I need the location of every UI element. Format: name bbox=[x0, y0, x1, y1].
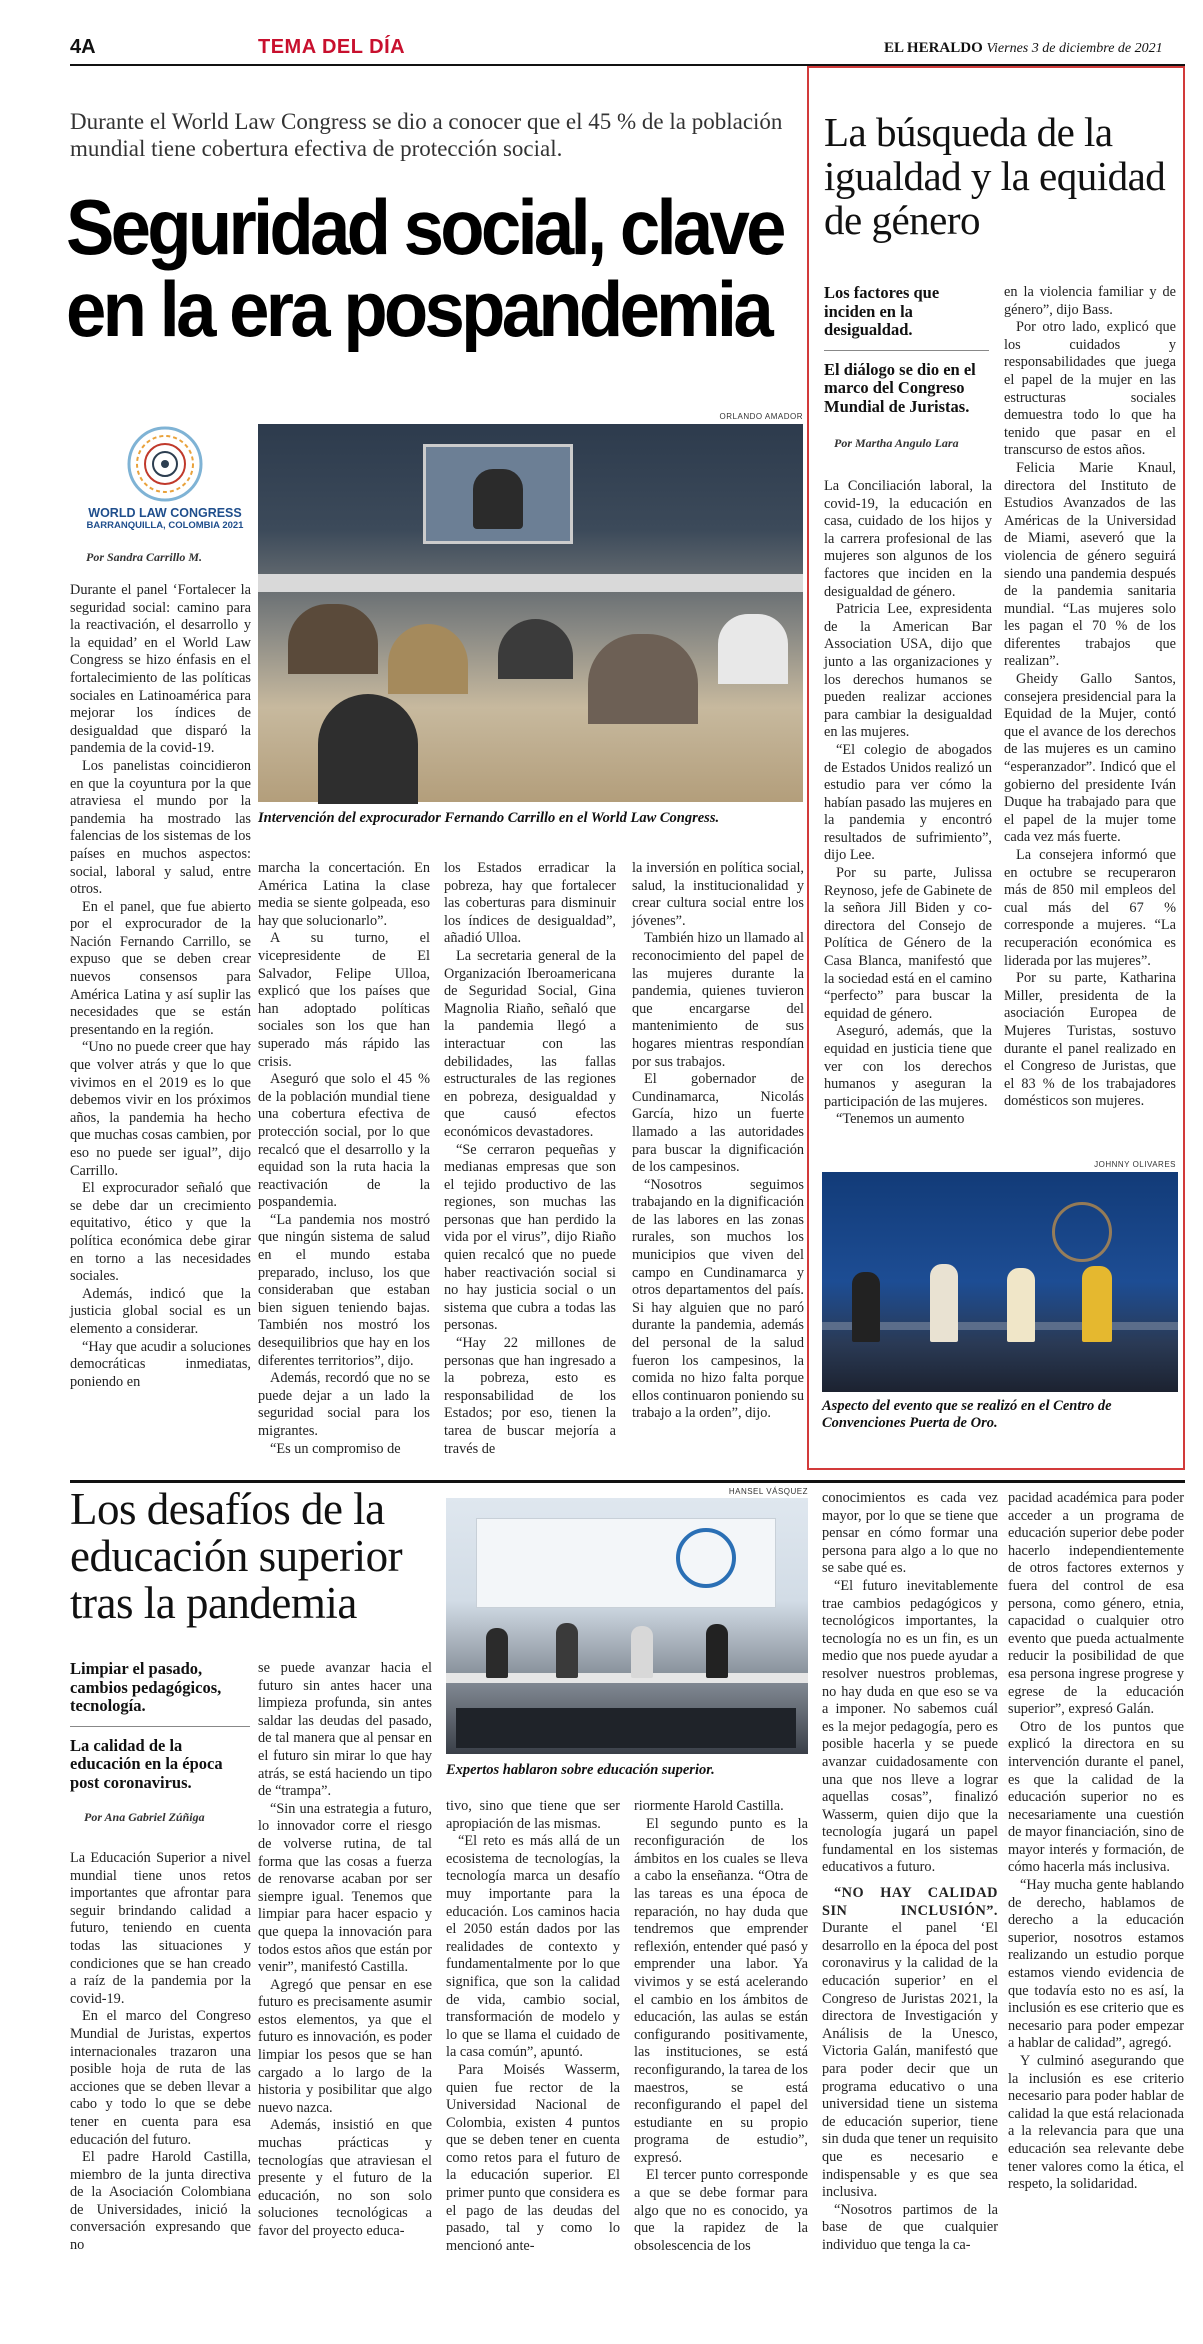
side-paragraph: “Tenemos un aumento bbox=[836, 1111, 965, 1128]
edu-photo-credit: HANSEL VÁSQUEZ bbox=[728, 1487, 808, 1496]
side-paragraph: Por su parte, Katharina Miller, presidenta de la asociación Europea de Mujeres Turistas, sostuvo durante el panel realizado en el Congreso de Juristas, que el 83 % de los trabajadores domésticos son mujeres. bbox=[1004, 970, 1176, 1110]
edu-paragraph: Además, insistió en que muchas prácticas y tecnologías que atraviesan el presente y el futuro de la educación, no son solo soluciones tecnológicas a favor del proyecto educa- bbox=[258, 2117, 432, 2239]
world-law-congress-logo bbox=[80, 424, 250, 531]
side-paragraph: Felicia Marie Knaul, directora del Instituto de Estudios Avanzados de las Américas de la Universidad de Miami, aseveró que la violencia de género seguirá siendo una pandemia después de la pandemia sanitaria mundial. “Las mujeres solo les pagan el 70 % de los diferentes trabajos que realizan”. bbox=[1004, 459, 1176, 670]
side-kickers bbox=[824, 284, 989, 451]
main-col-1 bbox=[70, 582, 251, 1442]
edu-paragraph: “El reto es más allá de un ecosistema de tecnologías, la tecnología marca un desafío muy importante para la educación. Los caminos hacia el 2050 están dados por las realidades de contexto y fundamentalmente por lo que significa, que son la calidad de vida, cambio social, transformación de modelo y lo que se llama el cuidado de la casa común”, apuntó. bbox=[446, 1833, 620, 2061]
main-paragraph: A su turno, el vicepresidente de El Salvador, Felipe Ulloa, explicó que los países que han adoptado políticas sociales son los que han superado más rápido las crisis. bbox=[258, 930, 430, 1070]
main-photo bbox=[258, 424, 803, 802]
main-paragraph: Además, indicó que la justicia global social es un elemento a considerar. bbox=[70, 1285, 251, 1337]
main-photo-caption: Intervención del exprocurador Fernando Carrillo en el World Law Congress. bbox=[258, 810, 720, 826]
side-photo-caption: Aspecto del evento que se realizó en el Centro de Convenciones Puerta de Oro. bbox=[822, 1398, 1112, 1431]
side-paragraph: “El colegio de abogados de Estados Unidos realizó un estudio para ver cómo la habían pasado las mujeres en la pandemia y encontró resultados de sufrimiento”, dijo Lee. bbox=[824, 741, 992, 864]
main-byline: Por Sandra Carrillo M. bbox=[86, 550, 203, 564]
newspaper-name: EL HERALDO bbox=[884, 40, 983, 56]
section-label: TEMA DEL DÍA bbox=[258, 36, 406, 58]
edu-paragraph: “El futuro inevitablemente trae cambios pedagógicos y tecnológicos importantes, la tecnología no es un fin, es un medio que nos puede ayudar a resolver nuestros problemas, no hay duda en que eso se va a imponer. No sabemos cuál es la mejor pedagogía, pero es posible hacerla y se puede avanzar cuidadosamente con una que nos lleve a lograr aquellas cosas”, finalizó Wasserm, quien dijo que la tecnología jugará un papel fundamental en los sistemas educativos a futuro. bbox=[822, 1577, 998, 1876]
edu-kickers bbox=[70, 1660, 250, 1825]
edu-paragraph: Agregó que pensar en ese futuro es precisamente asumir estos elementos, ya que el futuro es innovación, es poder limpiar los pesos que se han cargado a lo largo de la historia y posibilitar que algo nuevo nazca. bbox=[258, 1976, 432, 2116]
edu-col-2 bbox=[258, 1660, 432, 2334]
main-deck: Durante el World Law Congress se dio a conocer que el 45 % de la población mundial tiene cobertura efectiva de protección social. bbox=[70, 109, 783, 161]
edu-paragraph: La Educación Superior a nivel mundial tiene unos retos importantes que afrontar para seguir brindando calidad a futuro, teniendo en cuenta todas las situaciones y condiciones que se han creado a raíz de la pandemia por la covid-19. bbox=[70, 1850, 251, 2007]
main-headline bbox=[66, 183, 783, 353]
edu-col-1 bbox=[70, 1850, 251, 2334]
edu-paragraph: riormente Harold Castilla. bbox=[634, 1798, 784, 1814]
main-paragraph: los Estados erradicar la pobreza, hay que fortalecer las coberturas para disminuir los índices de desigualdad”, añadió Ulloa. bbox=[444, 860, 616, 947]
main-paragraph: En el panel, que fue abierto por el exprocurador de la Nación Fernando Carrillo, se expuso que se deben crear nuevos consensos para América Latina y así suplir las necesidades que se están presentando en la región. bbox=[70, 898, 251, 1038]
section-divider bbox=[70, 1480, 1185, 1483]
main-col-2 bbox=[258, 860, 430, 1457]
edu-paragraph: pacidad académica para poder acceder a un programa de educación superior debe poder hacerlo independientemente de otros factores externos y fuera del control de esa persona, como género, etnia, capacidad o cualquier otro evento que pueda actualmente reducir la posibilidad de que esa persona ingrese progrese y egrese de la educación superior”, expresó Galán. bbox=[1008, 1490, 1184, 1718]
main-headline-line2: en la era pospandemia bbox=[66, 265, 770, 353]
side-col-2 bbox=[1004, 284, 1176, 1154]
side-paragraph: La Conciliación laboral, la covid-19, la educación en casa, cuidado de los hijos y la carrera profesional de las mujeres son algunos de los factores que inciden en la desigualdad de género. bbox=[824, 478, 992, 600]
edu-col-3 bbox=[446, 1798, 620, 2334]
edu-byline: Por Ana Gabriel Zúñiga bbox=[84, 1810, 205, 1824]
main-paragraph: “Hay que acudir a soluciones democráticas inmediatas, poniendo en bbox=[70, 1338, 251, 1390]
side-kicker-1: Los factores que inciden en la desigualdad. bbox=[824, 283, 940, 339]
side-paragraph: La consejera informó que en octubre se recuperaron más de 850 mil empleos del cual más del 67 % corresponde a mujeres. “La recuperación económica es liderada por las mujeres”. bbox=[1004, 847, 1176, 969]
edu-paragraph: El tercer punto corresponde a que se debe formar para algo que no es conocido, ya que la rapidez de la obsolescencia de los bbox=[634, 2167, 808, 2254]
edu-paragraph: “Hay mucha gente hablando de derecho, hablamos de derecho a la educación superior, nosotros estamos realizando un estudio porque estamos viendo evidencia de que todavía esto no es así, la inclusión es ese criterio que es necesario para poder empezar a hablar de calidad”, agregó. bbox=[1008, 1877, 1184, 2052]
edu-paragraph: se puede avanzar hacia el futuro sin antes hacer una limpieza profunda, sin antes saldar las deudas del pasado, de tal manera que al pensar en el futuro sin mirar lo que hay atrás, se está haciendo un tipo de “trampa”. bbox=[258, 1660, 432, 1800]
main-paragraph: marcha la concertación. En América Latina la clase media se siente golpeada, eso hay que solucionarlo”. bbox=[258, 860, 430, 929]
edu-paragraph: Y culminó asegurando que la inclusión es ese criterio necesario para poder hablar de calidad la que está relacionada a la relevancia para que una educación sea relevante debe tener valores como la ética, el respeto, la solidaridad. bbox=[1008, 2053, 1184, 2193]
main-paragraph: “Hay 22 millones de personas que han ingresado a la pobreza, esto es responsabilidad de los Estados; por eso, tienen la tarea de buscar mejoría a través de bbox=[444, 1335, 616, 1457]
edu-subhead: “NO HAY CALIDAD SIN INCLUSIÓN”. bbox=[822, 1885, 998, 1919]
main-paragraph: Durante el panel ‘Fortalecer la seguridad social: camino para la reactivación, el desarrollo y la equidad’ en el World Law Congress se hizo énfasis en el fortalecimiento de las políticas sociales en Latinoamérica para mejorar los índices de desigualdad que disparó la pandemia de la covid-19. bbox=[70, 582, 251, 757]
side-paragraph: Por otro lado, explicó que los cuidados y responsabilidades que juega el papel de la mujer en las estructuras sociales demuestra todo lo que ha tenido que pasar en el transcurso de estos años. bbox=[1004, 319, 1176, 459]
main-paragraph: También hizo un llamado al reconocimiento del papel de las mujeres durante la pandemia, quienes tuvieron que encargarse del mantenimiento de sus hogares mientras respondían por sus trabajos. bbox=[632, 930, 804, 1070]
main-col-4 bbox=[632, 860, 804, 1442]
side-paragraph: Aseguró, además, que la equidad en justicia tiene que ver con los derechos humanos y aseguran la participación de las mujeres. bbox=[824, 1023, 992, 1110]
side-paragraph: Patricia Lee, expresidenta de la American Bar Association USA, dijo que junto a las organizaciones y los derechos humanos se pueden realizar acciones para cambiar la desigualdad en las mujeres. bbox=[824, 601, 992, 741]
main-paragraph: El exprocurador señaló que se debe dar un crecimiento equitativo, ético y que la política económica debe girar en torno a las necesidades sociales. bbox=[70, 1180, 251, 1285]
side-paragraph: Gheidy Gallo Santos, consejera presidencial para la Equidad de la Mujer, contó que el avance de los derechos de las mujeres es un camino “esperanzador”. Indicó que el gobierno del presidente Iván Duque ha trabajado para que el papel de la mujer tome cada vez más fuerte. bbox=[1004, 671, 1176, 846]
main-paragraph: “La pandemia nos mostró que ningún sistema de salud en el mundo estaba preparado, incluso, los que consideraban que estaban bien siguen teniendo bajas. También nos mostró los desequilibrios que hay en los diferentes territorios”, dijo. bbox=[258, 1211, 430, 1369]
logo-line2: BARRANQUILLA, COLOMBIA 2021 bbox=[86, 520, 244, 531]
main-paragraph: la inversión en política social, salud, la institucionalidad y crear cultura social entre los jóvenes”. bbox=[632, 860, 804, 929]
edu-col-6 bbox=[1008, 1490, 1184, 2334]
header-date: Viernes 3 de diciembre de 2021 bbox=[986, 41, 1163, 56]
edu-paragraph: “Nosotros partimos de la base de que cualquier individuo que tenga la ca- bbox=[822, 2201, 998, 2253]
edu-photo-caption: Expertos hablaron sobre educación superior. bbox=[446, 1762, 715, 1778]
side-paragraph: en la violencia familiar y de género”, dijo Bass. bbox=[1004, 284, 1176, 318]
main-paragraph: “Nosotros seguimos trabajando en la dignificación de las labores en las zonas rurales, son muchos los municipios que viven del campo en Cundinamarca y otros departamentos del país. Si hay alguien que no paró durante la pandemia, además del personal de la salud fueron los campesinos, la comida no hizo falta porque ellos continuaron poniendo su trabajo a la orden”, dijo. bbox=[632, 1176, 804, 1422]
side-photo bbox=[822, 1172, 1178, 1392]
main-paragraph: Aseguró que solo el 45 % de la población mundial tiene una cobertura efectiva de protección social, por lo que recalcó que el desarrollo y la equidad son la ruta hacia la reactivación de la pospandemia. bbox=[258, 1071, 430, 1211]
side-headline: La búsqueda de la igualdad y la equidad de género bbox=[824, 109, 1166, 243]
side-paragraph: Por su parte, Julissa Reynoso, jefe de Gabinete de la señora Jill Biden y co-directora del Consejo de Política de Género de la Casa Blanca, manifestó que la sociedad está en el camino “perfecto” para buscar la equidad de género. bbox=[824, 865, 992, 1022]
edu-paragraph: Para Moisés Wasserm, quien fue rector de la Universidad Nacional de Colombia, existen 4 puntos que se deben tener en cuenta como retos para el futuro de la educación superior. El primer punto que considera es el pago de las deudas del pasado, tal y como lo mencionó ante- bbox=[446, 2061, 620, 2254]
main-paragraph: “Es un compromiso de bbox=[270, 1440, 401, 1457]
edu-photo bbox=[446, 1498, 808, 1754]
side-photo-credit: JOHNNY OLIVARES bbox=[1094, 1160, 1176, 1169]
main-paragraph: Los panelistas coincidieron en que la coyuntura por la que atraviesa el mundo por la pandemia ha mostrado las falencias de los sistemas de los países en muchos aspectos: social, laboral y salud, entre otros. bbox=[70, 757, 251, 898]
edu-paragraph: “Sin una estrategia a futuro, lo innovador corre el riesgo de volverse rutina, de tal forma que las cosas a fuerza de renovarse acaban por ser siempre igual. Tenemos que limpiar para hacer espacio y que quepa la innovación para todos estos años que están por venir”, manifestó Castilla. bbox=[258, 1800, 432, 1976]
edu-paragraph: conocimientos es cada vez mayor, por lo que se tiene que pensar en cómo formar una persona para algo a lo que no se sabe qué es. bbox=[822, 1490, 998, 1577]
congress-emblem-icon bbox=[125, 424, 205, 504]
edu-col-4 bbox=[634, 1798, 808, 2334]
main-paragraph: “Se cerraron pequeñas y medianas empresas que son el tejido productivo de las regiones, son muchas las personas que han perdido la vida por el virus”, dijo Riaño quien recalcó que no puede haber reactivación social si no hay justicia social o un sistema que cubra a todas las personas. bbox=[444, 1141, 616, 1334]
masthead bbox=[884, 40, 1163, 57]
edu-paragraph: El segundo punto es la reconfiguración de los ámbitos en los cuales se lleva a cabo la enseñanza. “Otra de las tareas es una época de reparación, no hay duda que tendremos que emprender reflexión, entender qué pasó y emprender una labor. Ya vivimos y se está acelerando el cambio en los ámbitos de educación, las aulas se están configurando positivamente, las instituciones, se está reconfigurando, la tarea de los maestros, se está reconfigurando el papel del estudiante en su propio programa de estudio”, expresó. bbox=[634, 1815, 808, 2166]
edu-headline: Los desafíos de la educación superior tras la pandemia bbox=[70, 1484, 403, 1628]
main-col-3 bbox=[444, 860, 616, 1457]
page-number: 4A bbox=[70, 36, 96, 58]
side-col-1 bbox=[824, 478, 992, 1154]
edu-col-5 bbox=[822, 1490, 998, 2334]
edu-paragraph: En el marco del Congreso Mundial de Juristas, expertos internacionales trazaron una posible hoja de ruta de las acciones que se deben llevar a cabo y todo lo que se debe tener en cuenta para esa educación del futuro. bbox=[70, 2008, 251, 2148]
edu-paragraph: El padre Harold Castilla, miembro de la junta directiva de la Asociación Colombiana de Universidades, inició la conversación expresando que no bbox=[70, 2149, 251, 2254]
edu-kicker-1: Limpiar el pasado, cambios pedagógicos, tecnología. bbox=[70, 1659, 222, 1715]
edu-paragraph: Otro de los puntos que explicó la directora en su intervención durante el panel, es que la calidad de la educación superior no es necesariamente una cuestión de mayor financiación, sino de mayor interés y formación, de cómo hacerla más inclusiva. bbox=[1008, 1718, 1184, 1876]
edu-kicker-2: La calidad de la educación en la época post coronavirus. bbox=[70, 1735, 223, 1792]
side-byline: Por Martha Angulo Lara bbox=[834, 436, 959, 450]
main-photo-credit: ORLANDO AMADOR bbox=[719, 412, 803, 421]
main-headline-line1: Seguridad social, clave bbox=[66, 183, 783, 271]
logo-line1: WORLD LAW CONGRESS bbox=[88, 506, 242, 520]
edu-paragraph: Durante el panel ‘El desarrollo en la época del post coronavirus y la calidad de la educación superior’ en el Congreso de Juristas 2021, la directora de Investigación y Análisis de la Unesco, Victoria Galán, manifestó que para poder decir que un programa educativo o una universidad tiene un sistema de educación superior, tiene sin duda que tener un requisito que es necesario e indispensable y es que sea inclusiva. bbox=[822, 1920, 998, 2201]
main-paragraph: El gobernador de Cundinamarca, Nicolás García, hizo un fuerte llamado a las autoridades para buscar la dignificación de los campesinos. bbox=[632, 1071, 804, 1176]
main-paragraph: Además, recordó que no se puede dejar a un lado la seguridad social para los migrantes. bbox=[258, 1370, 430, 1439]
edu-paragraph: tivo, sino que tiene que ser apropiación de las mismas. bbox=[446, 1798, 620, 1832]
side-kicker-2: El diálogo se dio en el marco del Congreso Mundial de Juristas. bbox=[824, 359, 976, 416]
main-paragraph: La secretaria general de la Organización Iberoamericana de Seguridad Social, Gina Magnolia Riaño, señaló que la pandemia llegó a interactuar con las debilidades, las fallas estructurales de las regiones en pobreza, desigualdad y que causó efectos económicos devastadores. bbox=[444, 947, 616, 1140]
main-paragraph: “Uno no puede creer que hay que volver atrás y que lo que vivimos en el 2019 es lo que debemos vivir en los próximos años, la pandemia ha hecho que muchas cosas cambien, por eso no puede ser igual”, dijo Carrillo. bbox=[70, 1039, 251, 1179]
